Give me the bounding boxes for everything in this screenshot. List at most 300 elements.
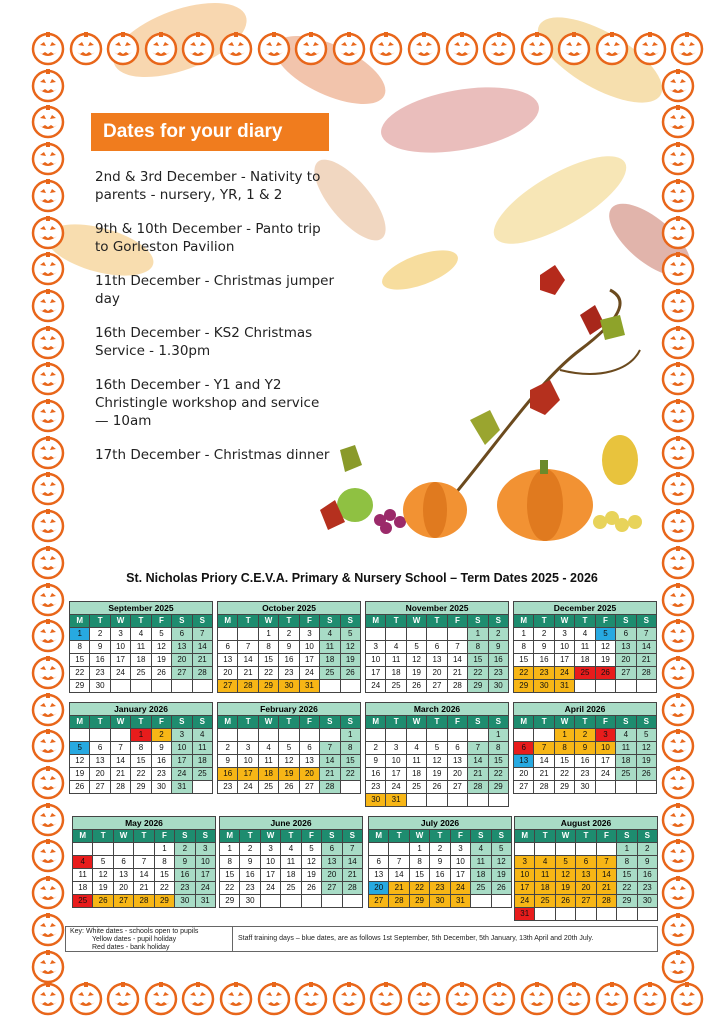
day-cell: 17 — [238, 768, 258, 781]
day-cell: 4 — [193, 729, 213, 742]
day-cell: 29 — [131, 781, 151, 794]
day-cell: 12 — [93, 869, 113, 882]
day-cell: 9 — [366, 755, 386, 768]
day-cell: 22 — [131, 768, 151, 781]
day-cell: 15 — [468, 654, 488, 667]
day-cell: 27 — [448, 781, 468, 794]
day-header: S — [341, 615, 361, 628]
empty-cell — [448, 729, 468, 742]
day-cell: 5 — [407, 641, 427, 654]
day-cell: 19 — [302, 869, 322, 882]
pumpkin-icon — [660, 507, 696, 543]
day-cell: 7 — [134, 856, 154, 869]
day-cell: 24 — [261, 882, 281, 895]
pumpkin-icon — [30, 214, 66, 250]
day-header: T — [279, 615, 299, 628]
empty-cell — [343, 895, 363, 908]
pumpkin-icon — [30, 948, 66, 984]
day-header: S — [193, 615, 213, 628]
day-cell: 2 — [240, 843, 260, 856]
day-header: S — [468, 716, 488, 729]
day-header: F — [302, 830, 322, 843]
day-header: T — [240, 830, 260, 843]
empty-cell — [638, 908, 658, 921]
day-cell: 10 — [515, 869, 535, 882]
pumpkin-icon — [218, 980, 254, 1016]
event-item: 17th December - Christmas dinner — [95, 447, 330, 463]
day-cell: 23 — [575, 768, 595, 781]
day-cell: 12 — [407, 654, 427, 667]
empty-cell — [597, 843, 617, 856]
day-cell: 27 — [576, 895, 596, 908]
pumpkin-icon — [105, 980, 141, 1016]
day-cell: 22 — [410, 882, 430, 895]
empty-cell — [556, 908, 576, 921]
pumpkin-icon — [30, 874, 66, 910]
day-cell: 3 — [261, 843, 281, 856]
day-cell: 20 — [576, 882, 596, 895]
day-cell: 23 — [152, 768, 172, 781]
month-name: October 2025 — [217, 601, 361, 615]
day-header: T — [131, 615, 151, 628]
day-header: S — [196, 830, 216, 843]
day-cell: 1 — [617, 843, 637, 856]
pumpkin-icon — [30, 287, 66, 323]
day-cell: 19 — [279, 768, 299, 781]
empty-cell — [427, 628, 447, 641]
harvest-illustration — [300, 260, 660, 550]
day-cell: 27 — [90, 781, 110, 794]
day-cell: 28 — [320, 781, 340, 794]
day-cell: 31 — [451, 895, 471, 908]
day-cell: 28 — [238, 680, 258, 693]
day-header: F — [451, 830, 471, 843]
day-cell: 1 — [220, 843, 240, 856]
empty-cell — [596, 680, 616, 693]
day-header: T — [386, 615, 406, 628]
day-cell: 8 — [410, 856, 430, 869]
day-header: M — [218, 716, 238, 729]
day-cell: 28 — [193, 667, 213, 680]
day-header: S — [471, 830, 491, 843]
day-cell: 14 — [637, 641, 657, 654]
day-cell: 20 — [90, 768, 110, 781]
day-cell: 21 — [111, 768, 131, 781]
day-cell: 16 — [430, 869, 450, 882]
day-cell: 3 — [366, 641, 386, 654]
pumpkin-icon — [30, 470, 66, 506]
day-cell: 20 — [514, 768, 534, 781]
pumpkin-icon — [293, 980, 329, 1016]
day-cell: 26 — [596, 667, 616, 680]
day-cell: 22 — [617, 882, 637, 895]
pumpkin-icon — [293, 30, 329, 66]
day-cell: 9 — [534, 641, 554, 654]
day-cell: 3 — [300, 628, 320, 641]
pumpkin-icon — [632, 30, 668, 66]
month-grid — [217, 716, 361, 794]
day-cell: 26 — [70, 781, 90, 794]
day-cell: 20 — [172, 654, 192, 667]
day-header: M — [73, 830, 93, 843]
day-cell: 14 — [238, 654, 258, 667]
empty-cell — [93, 843, 113, 856]
empty-cell — [448, 628, 468, 641]
day-cell: 3 — [196, 843, 216, 856]
empty-cell — [448, 794, 468, 807]
day-cell: 8 — [341, 742, 361, 755]
empty-cell — [596, 781, 616, 794]
day-cell: 23 — [430, 882, 450, 895]
empty-cell — [514, 729, 534, 742]
key-line: Yellow dates - pupil holiday — [92, 936, 177, 943]
day-header: S — [616, 716, 636, 729]
empty-cell — [259, 729, 279, 742]
day-cell: 30 — [489, 680, 509, 693]
day-header: S — [468, 615, 488, 628]
month-calendar — [69, 702, 213, 794]
empty-cell — [427, 794, 447, 807]
month-grid — [514, 830, 658, 921]
month-name: July 2026 — [368, 816, 512, 830]
month-calendar — [217, 702, 361, 794]
day-cell: 6 — [514, 742, 534, 755]
day-cell: 10 — [451, 856, 471, 869]
day-header: T — [281, 830, 301, 843]
day-cell: 25 — [73, 895, 93, 908]
day-cell: 25 — [131, 667, 151, 680]
pumpkin-icon — [519, 980, 555, 1016]
pumpkin-icon — [519, 30, 555, 66]
empty-cell — [111, 729, 131, 742]
day-cell: 25 — [193, 768, 213, 781]
day-cell: 20 — [427, 667, 447, 680]
day-cell: 24 — [300, 667, 320, 680]
day-cell: 12 — [596, 641, 616, 654]
empty-cell — [279, 729, 299, 742]
day-cell: 31 — [386, 794, 406, 807]
empty-cell — [218, 628, 238, 641]
day-header: M — [369, 830, 389, 843]
day-cell: 17 — [596, 755, 616, 768]
day-cell: 30 — [240, 895, 260, 908]
empty-cell — [172, 680, 192, 693]
day-cell: 23 — [90, 667, 110, 680]
day-cell: 15 — [131, 755, 151, 768]
day-cell: 16 — [218, 768, 238, 781]
day-cell: 24 — [366, 680, 386, 693]
day-header: M — [515, 830, 535, 843]
day-cell: 17 — [515, 882, 535, 895]
day-header: S — [637, 615, 657, 628]
day-cell: 21 — [637, 654, 657, 667]
day-cell: 12 — [427, 755, 447, 768]
day-cell: 26 — [279, 781, 299, 794]
day-cell: 9 — [152, 742, 172, 755]
day-cell: 22 — [259, 667, 279, 680]
empty-cell — [218, 729, 238, 742]
day-cell: 20 — [616, 654, 636, 667]
day-header: S — [341, 716, 361, 729]
day-cell: 5 — [492, 843, 512, 856]
empty-cell — [427, 729, 447, 742]
day-cell: 11 — [386, 654, 406, 667]
day-cell: 14 — [343, 856, 363, 869]
day-header: W — [407, 615, 427, 628]
day-cell: 26 — [302, 882, 322, 895]
day-cell: 6 — [300, 742, 320, 755]
day-cell: 18 — [407, 768, 427, 781]
day-cell: 29 — [489, 781, 509, 794]
pumpkin-icon — [660, 727, 696, 763]
day-cell: 6 — [616, 628, 636, 641]
day-cell: 16 — [489, 654, 509, 667]
day-cell: 7 — [343, 843, 363, 856]
day-cell: 26 — [152, 667, 172, 680]
pumpkin-icon — [669, 980, 705, 1016]
day-cell: 1 — [70, 628, 90, 641]
day-cell: 15 — [514, 654, 534, 667]
empty-cell — [73, 843, 93, 856]
day-cell: 23 — [489, 667, 509, 680]
event-list — [95, 168, 335, 480]
empty-cell — [238, 628, 258, 641]
day-cell: 23 — [240, 882, 260, 895]
empty-cell — [597, 908, 617, 921]
pumpkin-icon — [660, 67, 696, 103]
day-cell: 1 — [131, 729, 151, 742]
day-cell: 8 — [489, 742, 509, 755]
day-cell: 11 — [320, 641, 340, 654]
day-cell: 14 — [468, 755, 488, 768]
empty-cell — [111, 680, 131, 693]
pumpkin-icon — [660, 140, 696, 176]
day-cell: 20 — [369, 882, 389, 895]
day-cell: 19 — [427, 768, 447, 781]
day-cell: 8 — [555, 742, 575, 755]
pumpkin-icon — [30, 980, 66, 1016]
day-cell: 3 — [555, 628, 575, 641]
day-cell: 22 — [468, 667, 488, 680]
month-calendar — [72, 816, 216, 908]
day-cell: 27 — [616, 667, 636, 680]
day-cell: 2 — [366, 742, 386, 755]
day-cell: 14 — [111, 755, 131, 768]
day-header: T — [238, 716, 258, 729]
month-calendar — [219, 816, 363, 908]
calendar-key — [65, 926, 658, 952]
pumpkin-icon — [556, 30, 592, 66]
month-grid — [513, 615, 657, 693]
day-cell: 12 — [637, 742, 657, 755]
day-header: S — [638, 830, 658, 843]
day-cell: 29 — [220, 895, 240, 908]
month-name: November 2025 — [365, 601, 509, 615]
day-cell: 7 — [468, 742, 488, 755]
day-cell: 19 — [341, 654, 361, 667]
day-header: S — [193, 716, 213, 729]
empty-cell — [134, 843, 154, 856]
month-name: September 2025 — [69, 601, 213, 615]
day-cell: 11 — [131, 641, 151, 654]
day-cell: 17 — [300, 654, 320, 667]
month-grid — [365, 716, 509, 807]
day-cell: 28 — [597, 895, 617, 908]
pumpkin-icon — [30, 324, 66, 360]
day-header: F — [448, 716, 468, 729]
day-cell: 10 — [596, 742, 616, 755]
day-cell: 19 — [492, 869, 512, 882]
pumpkin-icon — [660, 177, 696, 213]
day-cell: 17 — [451, 869, 471, 882]
day-header: F — [597, 830, 617, 843]
day-cell: 7 — [637, 628, 657, 641]
empty-cell — [281, 895, 301, 908]
empty-cell — [575, 680, 595, 693]
pumpkin-icon — [660, 360, 696, 396]
day-cell: 13 — [114, 869, 134, 882]
day-cell: 29 — [259, 680, 279, 693]
day-cell: 1 — [341, 729, 361, 742]
key-line: Red dates - bank holiday — [92, 944, 170, 951]
day-header: T — [575, 615, 595, 628]
day-header: S — [489, 615, 509, 628]
empty-cell — [534, 729, 554, 742]
day-header: S — [616, 615, 636, 628]
empty-cell — [322, 895, 342, 908]
day-cell: 1 — [555, 729, 575, 742]
month-name: February 2026 — [217, 702, 361, 716]
day-cell: 8 — [70, 641, 90, 654]
day-cell: 17 — [386, 768, 406, 781]
day-header: T — [534, 716, 554, 729]
day-header: S — [172, 615, 192, 628]
day-cell: 11 — [471, 856, 491, 869]
day-cell: 15 — [155, 869, 175, 882]
day-cell: 18 — [575, 654, 595, 667]
day-header: T — [427, 615, 447, 628]
day-cell: 2 — [575, 729, 595, 742]
day-cell: 20 — [322, 869, 342, 882]
day-cell: 1 — [468, 628, 488, 641]
day-cell: 24 — [111, 667, 131, 680]
day-cell: 4 — [320, 628, 340, 641]
day-header: S — [343, 830, 363, 843]
empty-cell — [576, 908, 596, 921]
pumpkin-icon — [660, 617, 696, 653]
day-cell: 18 — [320, 654, 340, 667]
day-cell: 31 — [172, 781, 192, 794]
day-cell: 13 — [172, 641, 192, 654]
pumpkin-icon — [30, 434, 66, 470]
day-cell: 13 — [616, 641, 636, 654]
day-cell: 30 — [430, 895, 450, 908]
day-header: F — [152, 615, 172, 628]
day-cell: 21 — [238, 667, 258, 680]
pumpkin-icon — [406, 980, 442, 1016]
day-cell: 15 — [220, 869, 240, 882]
pumpkin-icon — [660, 214, 696, 250]
day-cell: 4 — [281, 843, 301, 856]
day-header: W — [261, 830, 281, 843]
day-cell: 3 — [386, 742, 406, 755]
day-cell: 4 — [471, 843, 491, 856]
day-cell: 14 — [448, 654, 468, 667]
pumpkin-icon — [444, 30, 480, 66]
day-header: F — [155, 830, 175, 843]
day-cell: 26 — [341, 667, 361, 680]
day-cell: 4 — [616, 729, 636, 742]
day-header: M — [218, 615, 238, 628]
empty-cell — [90, 729, 110, 742]
empty-cell — [407, 729, 427, 742]
pumpkin-icon — [30, 691, 66, 727]
day-header: T — [90, 716, 110, 729]
day-cell: 30 — [366, 794, 386, 807]
pumpkin-icon — [331, 980, 367, 1016]
pumpkin-icon — [105, 30, 141, 66]
month-name: December 2025 — [513, 601, 657, 615]
day-cell: 26 — [492, 882, 512, 895]
pumpkin-icon — [30, 360, 66, 396]
day-cell: 5 — [279, 742, 299, 755]
day-cell: 5 — [302, 843, 322, 856]
pumpkin-icon — [556, 980, 592, 1016]
day-cell: 28 — [534, 781, 554, 794]
day-header: W — [114, 830, 134, 843]
day-cell: 7 — [597, 856, 617, 869]
pumpkin-icon — [660, 324, 696, 360]
day-cell: 10 — [111, 641, 131, 654]
day-cell: 2 — [175, 843, 195, 856]
day-cell: 8 — [514, 641, 534, 654]
empty-cell — [468, 729, 488, 742]
day-cell: 27 — [322, 882, 342, 895]
day-cell: 16 — [152, 755, 172, 768]
day-header: F — [152, 716, 172, 729]
event-item: 16th December - Y1 and Y2 Christingle workshop and service — 10am — [95, 377, 320, 429]
day-header: S — [175, 830, 195, 843]
day-cell: 12 — [70, 755, 90, 768]
pumpkin-icon — [594, 980, 630, 1016]
day-cell: 6 — [576, 856, 596, 869]
pumpkin-icon — [660, 397, 696, 433]
day-header: W — [111, 716, 131, 729]
pumpkin-icon — [180, 980, 216, 1016]
day-cell: 21 — [193, 654, 213, 667]
month-name: April 2026 — [513, 702, 657, 716]
day-cell: 16 — [638, 869, 658, 882]
empty-cell — [489, 794, 509, 807]
day-header: M — [514, 716, 534, 729]
day-cell: 28 — [134, 895, 154, 908]
event-item: 16th December - KS2 Christmas Service - 1.30pm — [95, 325, 313, 359]
day-cell: 20 — [114, 882, 134, 895]
day-cell: 13 — [448, 755, 468, 768]
day-cell: 13 — [514, 755, 534, 768]
day-cell: 25 — [407, 781, 427, 794]
empty-cell — [341, 781, 361, 794]
day-cell: 21 — [597, 882, 617, 895]
day-header: F — [300, 615, 320, 628]
day-cell: 30 — [175, 895, 195, 908]
day-cell: 24 — [555, 667, 575, 680]
day-cell: 24 — [386, 781, 406, 794]
day-cell: 22 — [489, 768, 509, 781]
day-header: F — [300, 716, 320, 729]
day-header: S — [320, 716, 340, 729]
day-cell: 24 — [515, 895, 535, 908]
